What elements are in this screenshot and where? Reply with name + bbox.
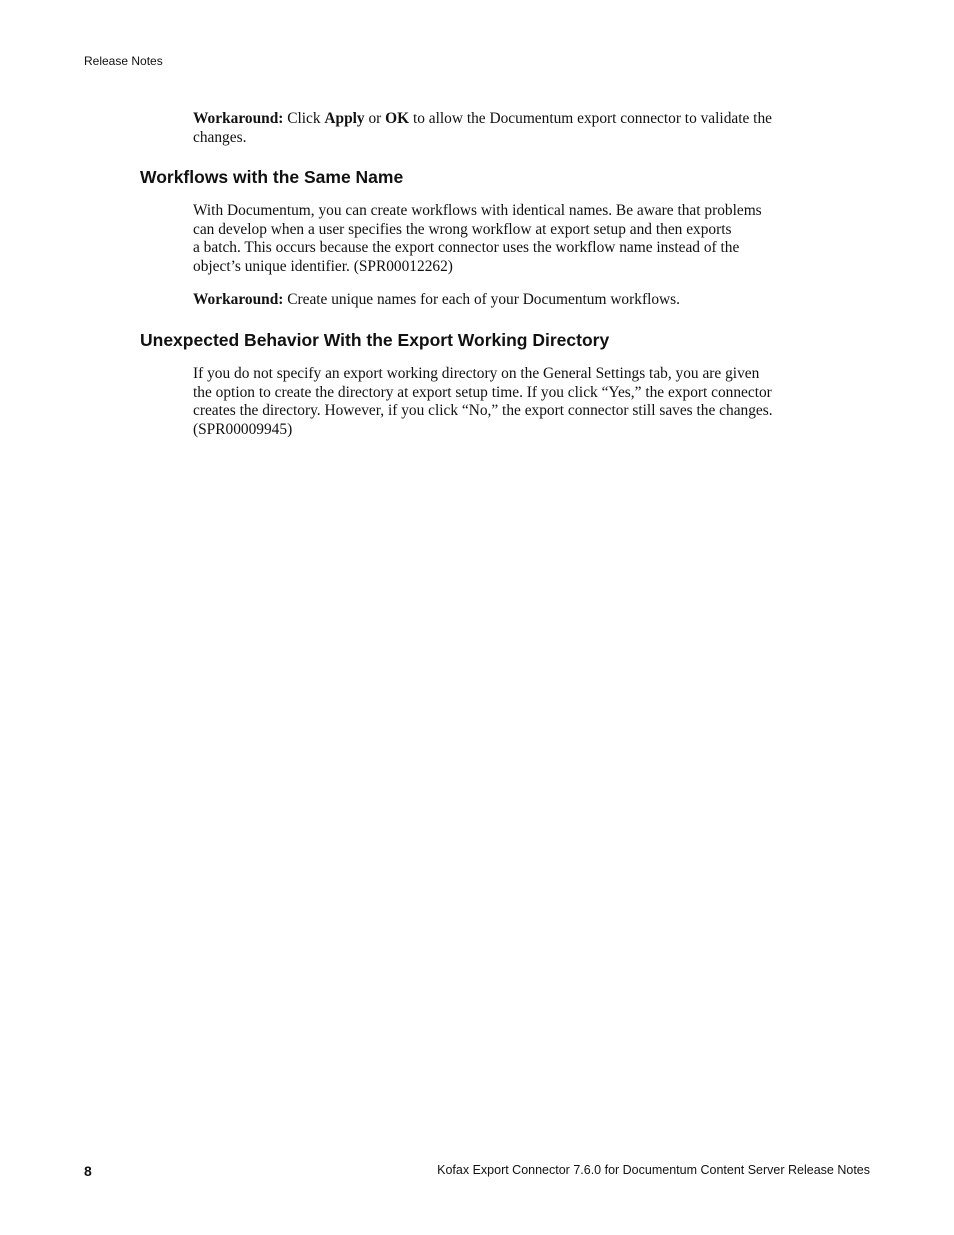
footer-document-title: Kofax Export Connector 7.6.0 for Documentum Content Server Release Notes xyxy=(437,1163,870,1177)
page-number: 8 xyxy=(84,1163,92,1179)
ok-term: OK xyxy=(385,110,410,127)
section-body-export-working-directory: If you do not specify an export working directory on the General Settings tab, you are given the option to create the directory at export setup time. If you click “Yes,” the export connector creates the directory. However, if you click “No,” the export connector still saves the changes. (SPR00009945) xyxy=(193,365,773,438)
apply-term: Apply xyxy=(324,110,365,127)
workflows-workaround-paragraph: Workaround: Create unique names for each of your Documentum workflows. xyxy=(193,291,680,308)
running-header: Release Notes xyxy=(84,54,163,68)
section-heading-export-working-directory: Unexpected Behavior With the Export Working Directory xyxy=(140,330,610,350)
intro-workaround-paragraph: Workaround: Click Apply or OK to allow the Documentum export connector to validate the changes. xyxy=(193,110,772,146)
section-body-workflows: With Documentum, you can create workflows with identical names. Be aware that problems can develop when a user specifies the wrong workflow at export setup and then exports a batch. This occurs because the export connector uses the workflow name instead of the object’s unique identifier. (SPR00012262) xyxy=(193,202,762,275)
section-heading-workflows: Workflows with the Same Name xyxy=(140,167,404,187)
workaround-label: Workaround: xyxy=(193,110,284,127)
workaround-label: Workaround: xyxy=(193,291,284,308)
